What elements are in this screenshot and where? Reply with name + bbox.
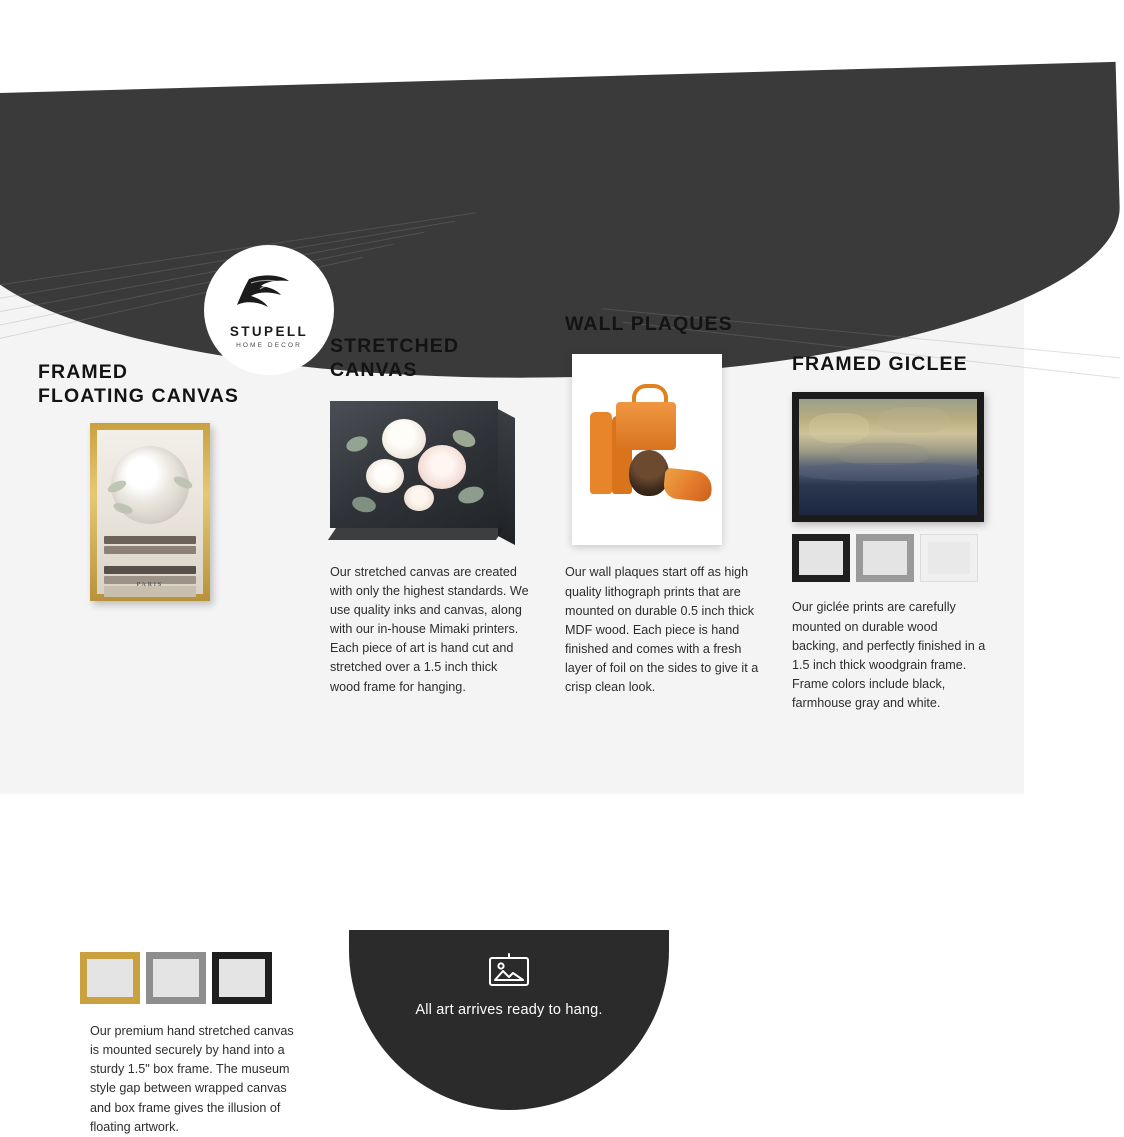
ready-to-hang-text: All art arrives ready to hang. xyxy=(415,1002,603,1018)
column-framed-floating-canvas xyxy=(38,360,294,1134)
artwork-label: PARIS xyxy=(136,581,164,588)
gray-frame-swatch xyxy=(146,952,206,1004)
column-title-line1: STRETCHED xyxy=(330,335,460,357)
column-title xyxy=(330,334,540,383)
column-stretched-canvas xyxy=(330,334,540,697)
column-title-line1: FRAMED xyxy=(38,361,129,383)
boot-left-graphic xyxy=(590,412,612,494)
top-wave-decoration xyxy=(0,62,1124,394)
column-title-line2: CANVAS xyxy=(330,359,418,382)
column-body-text: Our premium hand stretched canvas is mounted securely by hand into a sturdy 1.5" box frame. The museum style gap between wrapped canvas and box frame gives the illusion of floating artwork. xyxy=(90,1024,294,1134)
column-title-line2: FLOATING CANVAS xyxy=(38,385,240,408)
white-frame-swatch xyxy=(920,534,978,582)
column-framed-giclee xyxy=(792,352,992,713)
giclee-artwork xyxy=(799,399,977,515)
brand-name: STUPELL xyxy=(229,324,309,340)
column-body-text: Our stretched canvas are created with only the highest standards. We use quality inks and canvas, along with our in-house Mimaki printers. Each piece of art is hand cut and stretched over a 1.5 inch thick wood frame for hanging. xyxy=(330,564,529,694)
gold-frame-swatch xyxy=(80,952,140,1004)
framed-picture-icon xyxy=(487,952,531,993)
column-body-text: Our giclée prints are carefully mounted on durable wood backing, and perfectly finished in a 1.5 inch thick woodgrain frame. Frame colors include black, farmhouse gray and white. xyxy=(792,600,986,711)
frame-color-swatches xyxy=(792,534,992,582)
frame-color-swatches xyxy=(80,952,272,1004)
brand-tagline: HOME DECOR xyxy=(236,341,302,349)
column-body-text: Our wall plaques start off as high quality lithograph prints that are mounted on durable 0.5 inch thick MDF wood. Each piece is hand finished and comes with a fresh layer of foil on the sides to give it a crisp clean look. xyxy=(565,565,759,695)
wall-plaque-image xyxy=(572,354,722,545)
column-title xyxy=(792,352,992,376)
black-frame-swatch xyxy=(212,952,272,1004)
column-title-line1: WALL PLAQUES xyxy=(565,313,733,335)
swoosh-s-logo-icon xyxy=(237,271,301,323)
column-title xyxy=(565,312,765,336)
farmhouse-gray-frame-swatch xyxy=(856,534,914,582)
canvas-bottom-edge xyxy=(328,528,504,540)
column-title-line1: FRAMED GICLEE xyxy=(792,353,968,375)
yorkie-dog-graphic xyxy=(629,450,669,496)
brand-logo-badge xyxy=(204,245,334,375)
handbag-graphic xyxy=(616,402,676,450)
scarf-graphic xyxy=(663,468,714,503)
framed-giclee-image xyxy=(792,392,984,522)
floating-canvas-artwork xyxy=(97,430,203,594)
canvas-side-edge xyxy=(498,409,515,545)
stretched-canvas-image xyxy=(330,401,515,541)
framed-floating-canvas-image xyxy=(90,423,210,601)
ready-to-hang-banner xyxy=(349,930,669,1110)
black-frame-swatch xyxy=(792,534,850,582)
canvas-front-artwork xyxy=(330,401,498,528)
wave-line-texture xyxy=(0,62,1124,394)
column-wall-plaques xyxy=(565,312,765,697)
